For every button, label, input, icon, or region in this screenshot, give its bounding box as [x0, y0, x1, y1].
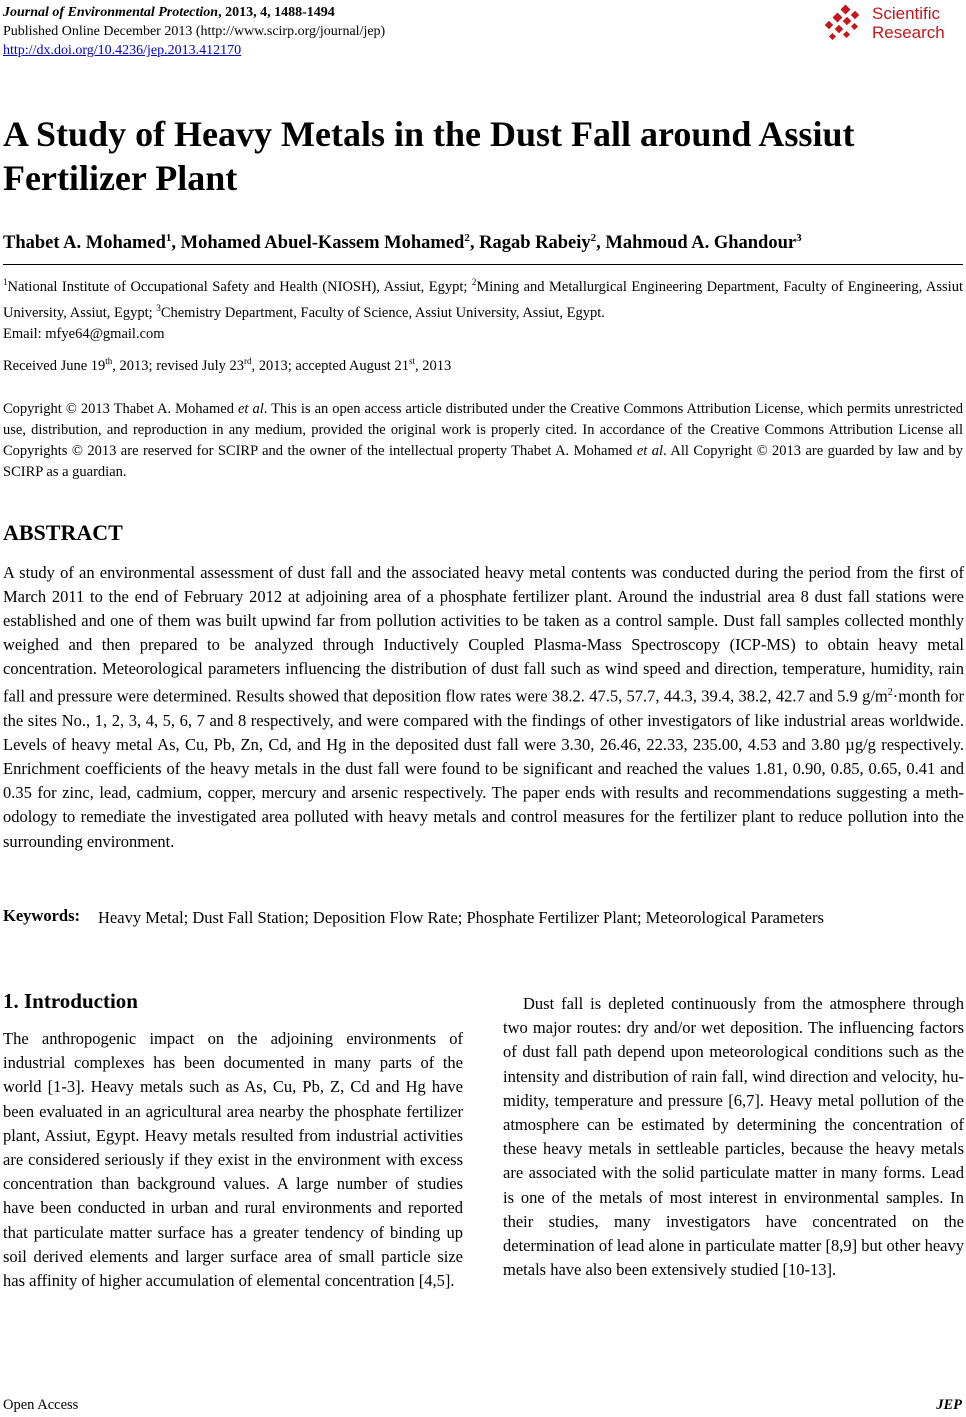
author-divider	[3, 264, 963, 265]
journal-name: Journal of Environmental Protection	[3, 5, 219, 20]
author-name: Mahmoud A. Ghandour	[605, 233, 797, 254]
doi-link[interactable]: http://dx.doi.org/10.4236/jep.2013.412170	[3, 43, 242, 58]
intro-paragraph: The anthropogenic impact on the adjoining environments of industrial complexes has been documented in many parts of the world [1-3]. Heavy metals such as As, Cu, Pb, Z, Cd and Hg have been evaluated in an agricultural area nearby the phosphate fertilizer plant, Assiut, Egypt. Heavy metals resulted from industrial activities are considered seriously if they exist in the environment with excess concentration than background values. A large number of studies have been conducted in urban and rural environments and reported that particulate matter surface has a greater tendency of binding up soil derived elements and larger surface area of small particle size has affinity of higher accumulation of elemental concentration [4,5].	[3, 1029, 463, 1291]
journal-header	[3, 3, 385, 60]
footer-open-access: Open Access	[3, 1397, 79, 1413]
paper-title: A Study of Heavy Metals in the Dust Fall around Assiut Fertilizer Plant	[3, 114, 855, 198]
author-affil-sup: 2	[464, 232, 470, 244]
author-name: Mohamed Abuel-Kassem Mohamed	[180, 233, 465, 254]
author-name: Thabet A. Mohamed	[3, 233, 166, 254]
logo-mark-icon	[822, 4, 868, 44]
abstract-body: A study of an environmental assessment of dust fall and the associated heavy metal contents was conducted during the period from the first of March 2011 to the end of February 2012 at adjoining area of a phosphate fertilizer plant. Around the industrial area 8 dust fall stations were established and one of them was built upwind far from pollution activities to be taken as a control sample. Dust fall samples collected monthly weighed and then prepared to be analyzed through Inductively Coupled Plasma-Mass Spectroscopy (ICP-MS) to obtain heavy metal concentration. Meteorological parameters influencing the distribution of dust fall such as wind speed and direction, temperature, humidity, rain fall and pressure were determined. Results showed that deposition flow rates were 38.2. 47.5, 57.7, 44.3, 39.4, 38.2, 42.7 and 5.9 $g/m^2\cdot month$ for the sites No., 1, 2, 3, 4, 5, 6, 7 and 8 respectively, and were compared with the findings of other investigators of like industrial areas worldwide. Levels of heavy metal As, Cu, Pb, Zn, Cd, and Hg in the deposited dust fall were 3.30, 26.46, 22.33, 235.00, 4.53 and 3.80 µg/g respectively. Enrichment coefficients of the heavy metals in the dust fall were found to be significant and reached the values 1.81, 0.90, 0.85, 0.65, 0.41 and 0.35 for zinc, lead, cadmium, copper, mercury and arsenic respectively. The paper ends with results and recommendations suggesting a methodology to remediate the investigated area polluted with heavy metals and control measures for the fertilizer plant to reduce pollution into the surrounding environment.	[3, 563, 965, 851]
keywords-label: Keywords:	[3, 906, 80, 925]
author-name: Ragab Rabeiy	[479, 233, 591, 254]
intro-column-right	[503, 992, 964, 1282]
affiliations: $^1$National Institute of Occupational Safety and Health (NIOSH), Assiut, Egypt; $^2$Mining and Metallurgical Engineering Department, Faculty of Engineering, Assiut University, Assiut, Egypt; $^3$Chemistry Department, Faculty of Science, Assiut University, Assiut, Egypt. Email: mfye64@gmail.com	[3, 272, 963, 345]
scientific-research-logo	[822, 4, 962, 44]
author-affil-sup: 1	[165, 232, 172, 244]
intro-paragraph: Dust fall is depleted continuously from the atmosphere through two major routes: dry and/or wet deposition. The influencing factors of dust fall path depend upon meteorological conditions such as the intensity and distribution of rain fall, wind direction and velocity, humidity, temperature and pressure [6,7]. Heavy metal pollution of the atmosphere can be estimated by determining the concentration of these heavy metals in settleable particles, because the heavy metals are associated with the solid particulate matter in many forms. Lead is one of the metals of most interest in environmental samples. In their studies, many investigators have concentrated on the determination of lead alone in particulate matter [8,9] but other heavy metals have also been extensively studied [10-13].	[503, 994, 964, 1280]
abstract-heading: ABSTRACT	[3, 520, 123, 545]
keywords-text: Heavy Metal; Dust Fall Station; Deposition Flow Rate; Phosphate Fertilizer Plant; Meteorological Parameters	[98, 908, 824, 927]
publication-line: Published Online December 2013 (http://www.scirp.org/journal/jep)	[3, 24, 386, 39]
contact-email: Email: mfye64@gmail.com	[3, 325, 165, 342]
author-list: Thabet A. Mohamed$^1$, Mohamed Abuel-Kassem Mohamed$^2$, Ragab Rabeiy$^2$, Mahmoud A. Ghandour$^3$	[3, 232, 802, 254]
received-dates: Received June 19th, 2013; revised July 23rd, 2013; accepted August 21st, 2013	[3, 356, 452, 374]
logo-text: Scientific Research	[872, 4, 945, 42]
intro-column-left	[3, 1027, 463, 1293]
author-affil-sup: 3	[796, 232, 802, 244]
journal-volume-pages: , 2013, 4, 1488-1494	[218, 5, 335, 20]
footer-journal-abbrev: JEP	[936, 1397, 962, 1413]
author-affil-sup: 2	[590, 232, 597, 244]
copyright-notice: Copyright © 2013 Thabet A. Mohamed et al. This is an open access article distributed under the Creative Commons Attribution License, which permits unrestricted use, distribution, and reproduction in any medium, provided the original work is properly cited. In accordance of the Creative Commons Attribution License all Copyrights © 2013 are reserved for SCIRP and the owner of the intellectual property Thabet A. Mohamed et al. All Copyright © 2013 are guarded by law and by SCIRP as a guardian.	[3, 401, 964, 480]
section-heading-introduction: 1. Introduction	[3, 989, 138, 1013]
